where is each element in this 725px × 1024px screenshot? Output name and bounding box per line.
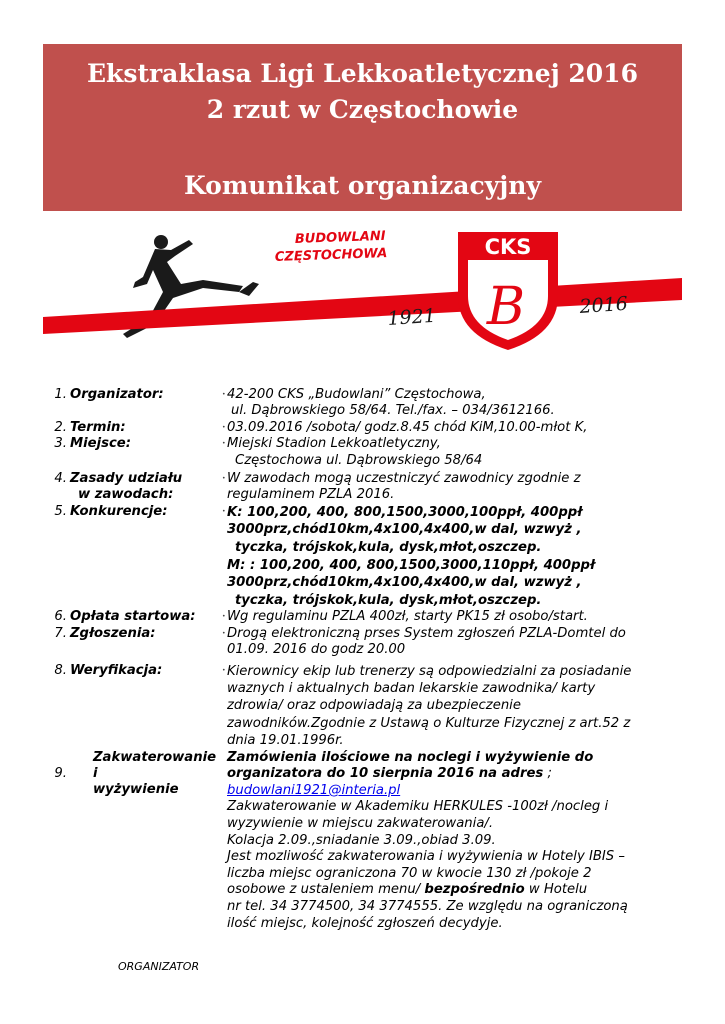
year-end: 2016	[578, 292, 629, 318]
item-value: Kierownicy ekip lub trenerzy są odpowiedzialni za posiadanie waznych i aktualnych badan lekarskie zawodnika/ karty zdrowia/ oraz odpowiadają za ubezpieczenie zawodników.Zgodnie z Ustawą o Kulturze Fizycznej z art.52 z dnia 19.01.1996r.	[227, 663, 632, 749]
footer-organizer: ORGANIZATOR	[118, 960, 200, 973]
club-name-line-2: CZĘSTOCHOWA	[274, 246, 388, 265]
club-logo-graphic	[43, 222, 682, 354]
cks-crest-icon	[458, 232, 558, 350]
item-label: Organizator:	[70, 387, 164, 402]
item-label: Konkurencje:	[70, 503, 168, 519]
item-number: 1.	[54, 387, 67, 402]
crest-letter: B	[486, 277, 526, 337]
item-value: 03.09.2016 /sobota/ godz.8.45 chód KiM,10.00-młot K,	[227, 419, 588, 435]
item-number: 4.	[54, 471, 67, 487]
list-item-accommodation	[40, 750, 690, 933]
item-label: Zgłoszenia:	[70, 625, 156, 641]
email-link[interactable]: budowlani1921@interia.pl	[227, 782, 401, 798]
title-banner	[43, 44, 682, 211]
title-line-1: Ekstraklasa Ligi Lekkoatletycznej 2016	[87, 59, 638, 88]
item-number: 2.	[54, 419, 67, 435]
year-start: 1921	[386, 304, 437, 330]
list-item-organizer: 1. Organizator: • 42-200 CKS „Budowlani” Częstochowa, ul. Dąbrowskiego 58/64. Tel./fax. – 034/3612166.	[40, 387, 690, 420]
item-value: 42-200 CKS „Budowlani” Częstochowa, ul. Dąbrowskiego 58/64. Tel./fax. – 034/3612166.	[227, 387, 555, 419]
crest-text: CKS	[484, 235, 532, 259]
item-value: K: 100,200, 400, 800,1500,3000,100ppł, 400ppł 3000prz,chód10km,4x100,4x400,w dal, wzwyż , tyczka, trójskok,kula, dysk,młot,oszczep. M: : 100,200, 400, 800,1500,3000,110ppł, 400ppł 3000prz,chód10km,4x100,4x400,w dal, wzwyż , tyczka, trójskok,kula, dysk,młot,oszczep.	[227, 504, 595, 608]
list-item-place: 3. Miejsce: • Miejski Stadion Lekkoatletyczny, Częstochowa ul. Dąbrowskiego 58/64	[40, 436, 690, 469]
list-item-rules: 4. Zasady udziału w zawodach: • W zawodach mogą uczestniczyć zawodnicy zgodnie z regulaminem PZLA 2016.	[40, 471, 690, 504]
list-item-date: 2. Termin: • 03.09.2016 /sobota/ godz.8.45 chód KiM,10.00-młot K,	[40, 420, 690, 436]
item-value: Wg regulaminu PZLA 400zł, starty PK15 zł osobo/start.	[227, 609, 588, 625]
info-list	[40, 387, 690, 932]
list-item-registration: 7. Zgłoszenia: • Drogą elektroniczną prses System zgłoszeń PZLA-Domtel do 01.09. 2016 do godz 20.00	[40, 626, 690, 659]
item-value: Zamówienia ilościowe na noclegi i wyżywienie do organizatora do 10 sierpnia 2016 na adres ; budowlani1921@interia.pl Zakwaterowanie w Akademiku HERKULES -100zł /nocleg i wyzywienie w miejscu zakwaterowania/. Kolacja 2.09.,sniadanie 3.09.,obiad 3.09. Jest mozliwość zakwaterowania i wyżywienia w Hotely IBIS – liczba miejsc ograniczona 70 w kwocie 130 zł /pokoje 2 osobowe z ustaleniem menu/ bezpośrednio w Hotelu nr tel. 34 3774500, 34 3774555. Ze względu na ograniczoną ilość miejsc, kolejność zgłoszeń decydyje.	[227, 749, 628, 931]
item-number: 7.	[54, 625, 67, 641]
item-label: Zasady udziału w zawodach:	[70, 471, 183, 503]
item-number: 8.	[54, 662, 67, 678]
item-label: Weryfikacja:	[70, 662, 163, 678]
list-item-events: 5. Konkurencje: • K: 100,200, 400, 800,1500,3000,100ppł, 400ppł 3000prz,chód10km,4x100,4x400,w dal, wzwyż , tyczka, trójskok,kula, dysk,młot,oszczep. M: : 100,200, 400, 800,1500,3000,110ppł, 400ppł 3000prz,chód10km,4x100,4x400,w dal, wzwyż , tyczka, trójskok,kula, dysk,młot,oszczep.	[40, 504, 690, 610]
item-number: 6.	[54, 609, 67, 625]
title-line-3: Komunikat organizacyjny	[183, 171, 542, 200]
club-name-line-1: BUDOWLANI	[294, 228, 386, 247]
item-label: Opłata startowa:	[70, 609, 196, 625]
item-label: Termin:	[70, 419, 126, 435]
title-line-2: 2 rzut w Częstochowie	[206, 95, 519, 124]
item-label: Miejsce:	[70, 436, 131, 452]
list-item-verification: 8. Weryfikacja: • Kierownicy ekip lub trenerzy są odpowiedzialni za posiadanie waznych i aktualnych badan lekarskie zawodnika/ karty zdrowia/ oraz odpowiadają za ubezpieczenie zawodników.Zgodnie z Ustawą o Kulturze Fizycznej z art.52 z dnia 19.01.1996r.	[40, 663, 690, 750]
item-number: 3.	[54, 436, 67, 452]
item-number: 9.	[54, 765, 67, 781]
item-label: Zakwaterowanie i wyżywienie	[93, 749, 217, 798]
item-number: 5.	[54, 503, 67, 519]
list-item-fee: 6. Opłata startowa: • Wg regulaminu PZLA 400zł, starty PK15 zł osobo/start.	[40, 609, 690, 625]
item-value: W zawodach mogą uczestniczyć zawodnicy zgodnie z regulaminem PZLA 2016.	[227, 471, 581, 503]
item-value: Miejski Stadion Lekkoatletyczny, Częstochowa ul. Dąbrowskiego 58/64	[227, 436, 483, 468]
item-value: Drogą elektroniczną prses System zgłoszeń PZLA-Domtel do 01.09. 2016 do godz 20.00	[227, 625, 626, 658]
